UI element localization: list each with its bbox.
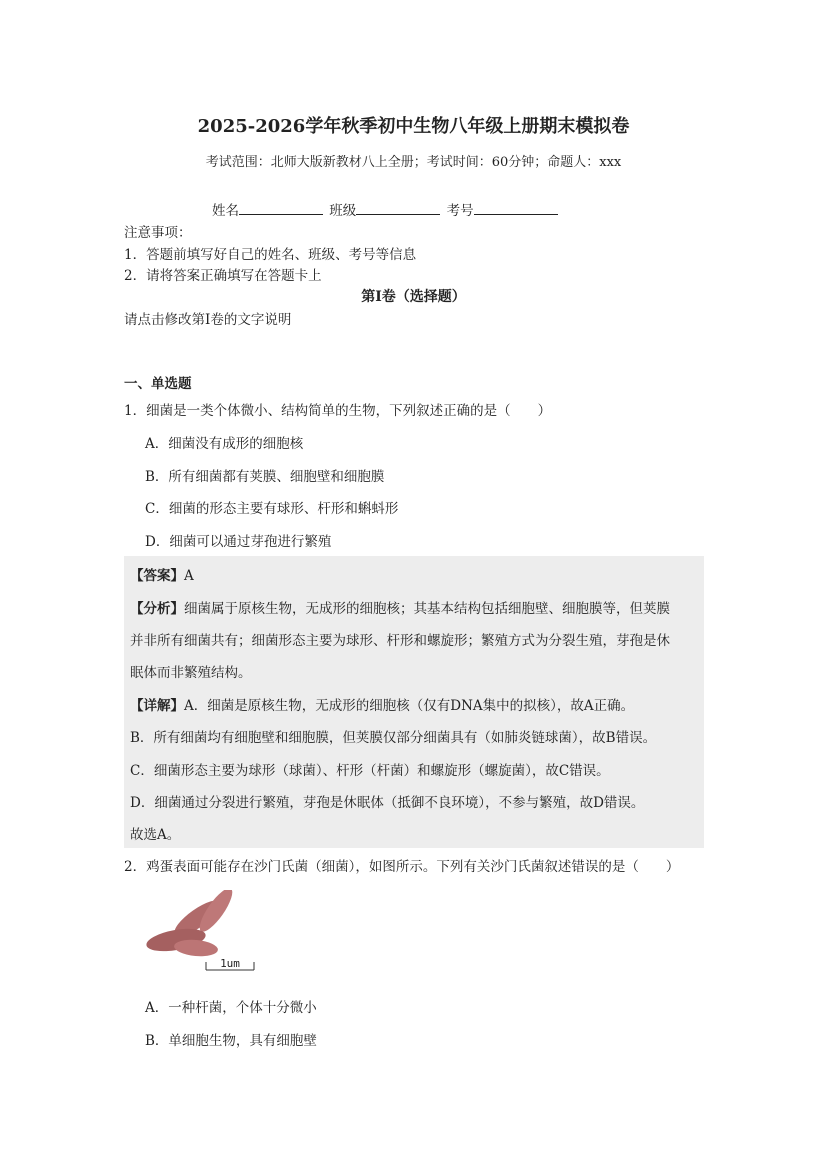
q1-stem: 1．细菌是一类个体微小、结构简单的生物，下列叙述正确的是（ ） bbox=[124, 403, 552, 419]
q1-analysis-line-2: 并非所有细菌共有；细菌形态主要为球形、杆形和螺旋形；繁殖方式为分裂生殖，芽孢是休 bbox=[130, 633, 670, 649]
q1-detail-line-2: B．所有细菌均有细胞壁和细胞膜，但荚膜仅部分细菌具有（如肺炎链球菌），故B错误。 bbox=[130, 730, 657, 746]
q1-option-d: D．细菌可以通过芽孢进行繁殖 bbox=[145, 534, 332, 550]
q1-analysis-line-1 bbox=[130, 597, 670, 617]
scale-label: 1um bbox=[220, 957, 240, 970]
class-blank bbox=[356, 202, 440, 215]
salmonella-image bbox=[138, 890, 258, 972]
q1-option-a: A．细菌没有成形的细胞核 bbox=[145, 436, 304, 452]
id-blank bbox=[474, 202, 558, 215]
detail-tag: 【详解】 bbox=[130, 698, 184, 714]
q1-answer bbox=[130, 564, 194, 584]
student-info-line bbox=[212, 199, 560, 219]
q1-detail-line-5: 故选A。 bbox=[130, 827, 181, 843]
q1-answer-box bbox=[124, 556, 704, 848]
part1-title: 第I卷（选择题） bbox=[361, 289, 466, 305]
answer-tag: 【答案】 bbox=[130, 568, 184, 584]
q2-option-a: A．一种杆菌，个体十分微小 bbox=[145, 1000, 317, 1016]
q1-option-c: C．细菌的形态主要有球形、杆形和蝌蚪形 bbox=[145, 501, 399, 517]
name-label: 姓名 bbox=[212, 203, 239, 219]
id-label: 考号 bbox=[446, 203, 474, 219]
q2-option-b: B．单细胞生物，具有细胞壁 bbox=[145, 1033, 317, 1049]
answer-value: A bbox=[184, 568, 194, 584]
q1-detail-line-3: C．细菌形态主要为球形（球菌）、杆形（杆菌）和螺旋形（螺旋菌），故C错误。 bbox=[130, 763, 610, 779]
notice-item-2: 2．请将答案正确填写在答题卡上 bbox=[124, 268, 322, 284]
notice-item-1: 1．答题前填写好自己的姓名、班级、考号等信息 bbox=[124, 247, 417, 263]
analysis-text-1: 细菌属于原核生物，无成形的细胞核；其基本结构包括细胞壁、细胞膜等，但荚膜 bbox=[184, 601, 670, 617]
exam-title: 2025-2026学年秋季初中生物八年级上册期末模拟卷 bbox=[197, 116, 630, 137]
part1-desc: 请点击修改第I卷的文字说明 bbox=[124, 312, 292, 328]
class-label: 班级 bbox=[329, 203, 357, 219]
q1-option-b: B．所有细菌都有荚膜、细胞壁和细胞膜 bbox=[145, 469, 385, 485]
analysis-tag: 【分析】 bbox=[130, 601, 184, 617]
name-blank bbox=[239, 202, 323, 215]
notice-heading: 注意事项： bbox=[124, 225, 192, 241]
q1-detail-line-1 bbox=[130, 694, 634, 714]
detail-text-1: A．细菌是原核生物，无成形的细胞核（仅有DNA集中的拟核），故A正确。 bbox=[184, 698, 635, 714]
q1-detail-line-4: D．细菌通过分裂进行繁殖，芽孢是休眠体（抵御不良环境），不参与繁殖，故D错误。 bbox=[130, 795, 645, 811]
section-heading: 一、单选题 bbox=[124, 376, 192, 392]
exam-subtitle: 考试范围：北师大版新教材八上全册；考试时间：60分钟；命题人：xxx bbox=[205, 155, 622, 170]
q1-analysis-line-3: 眠体而非繁殖结构。 bbox=[130, 665, 252, 681]
q2-stem: 2．鸡蛋表面可能存在沙门氏菌（细菌），如图所示。下列有关沙门氏菌叙述错误的是（ ） bbox=[124, 859, 680, 875]
